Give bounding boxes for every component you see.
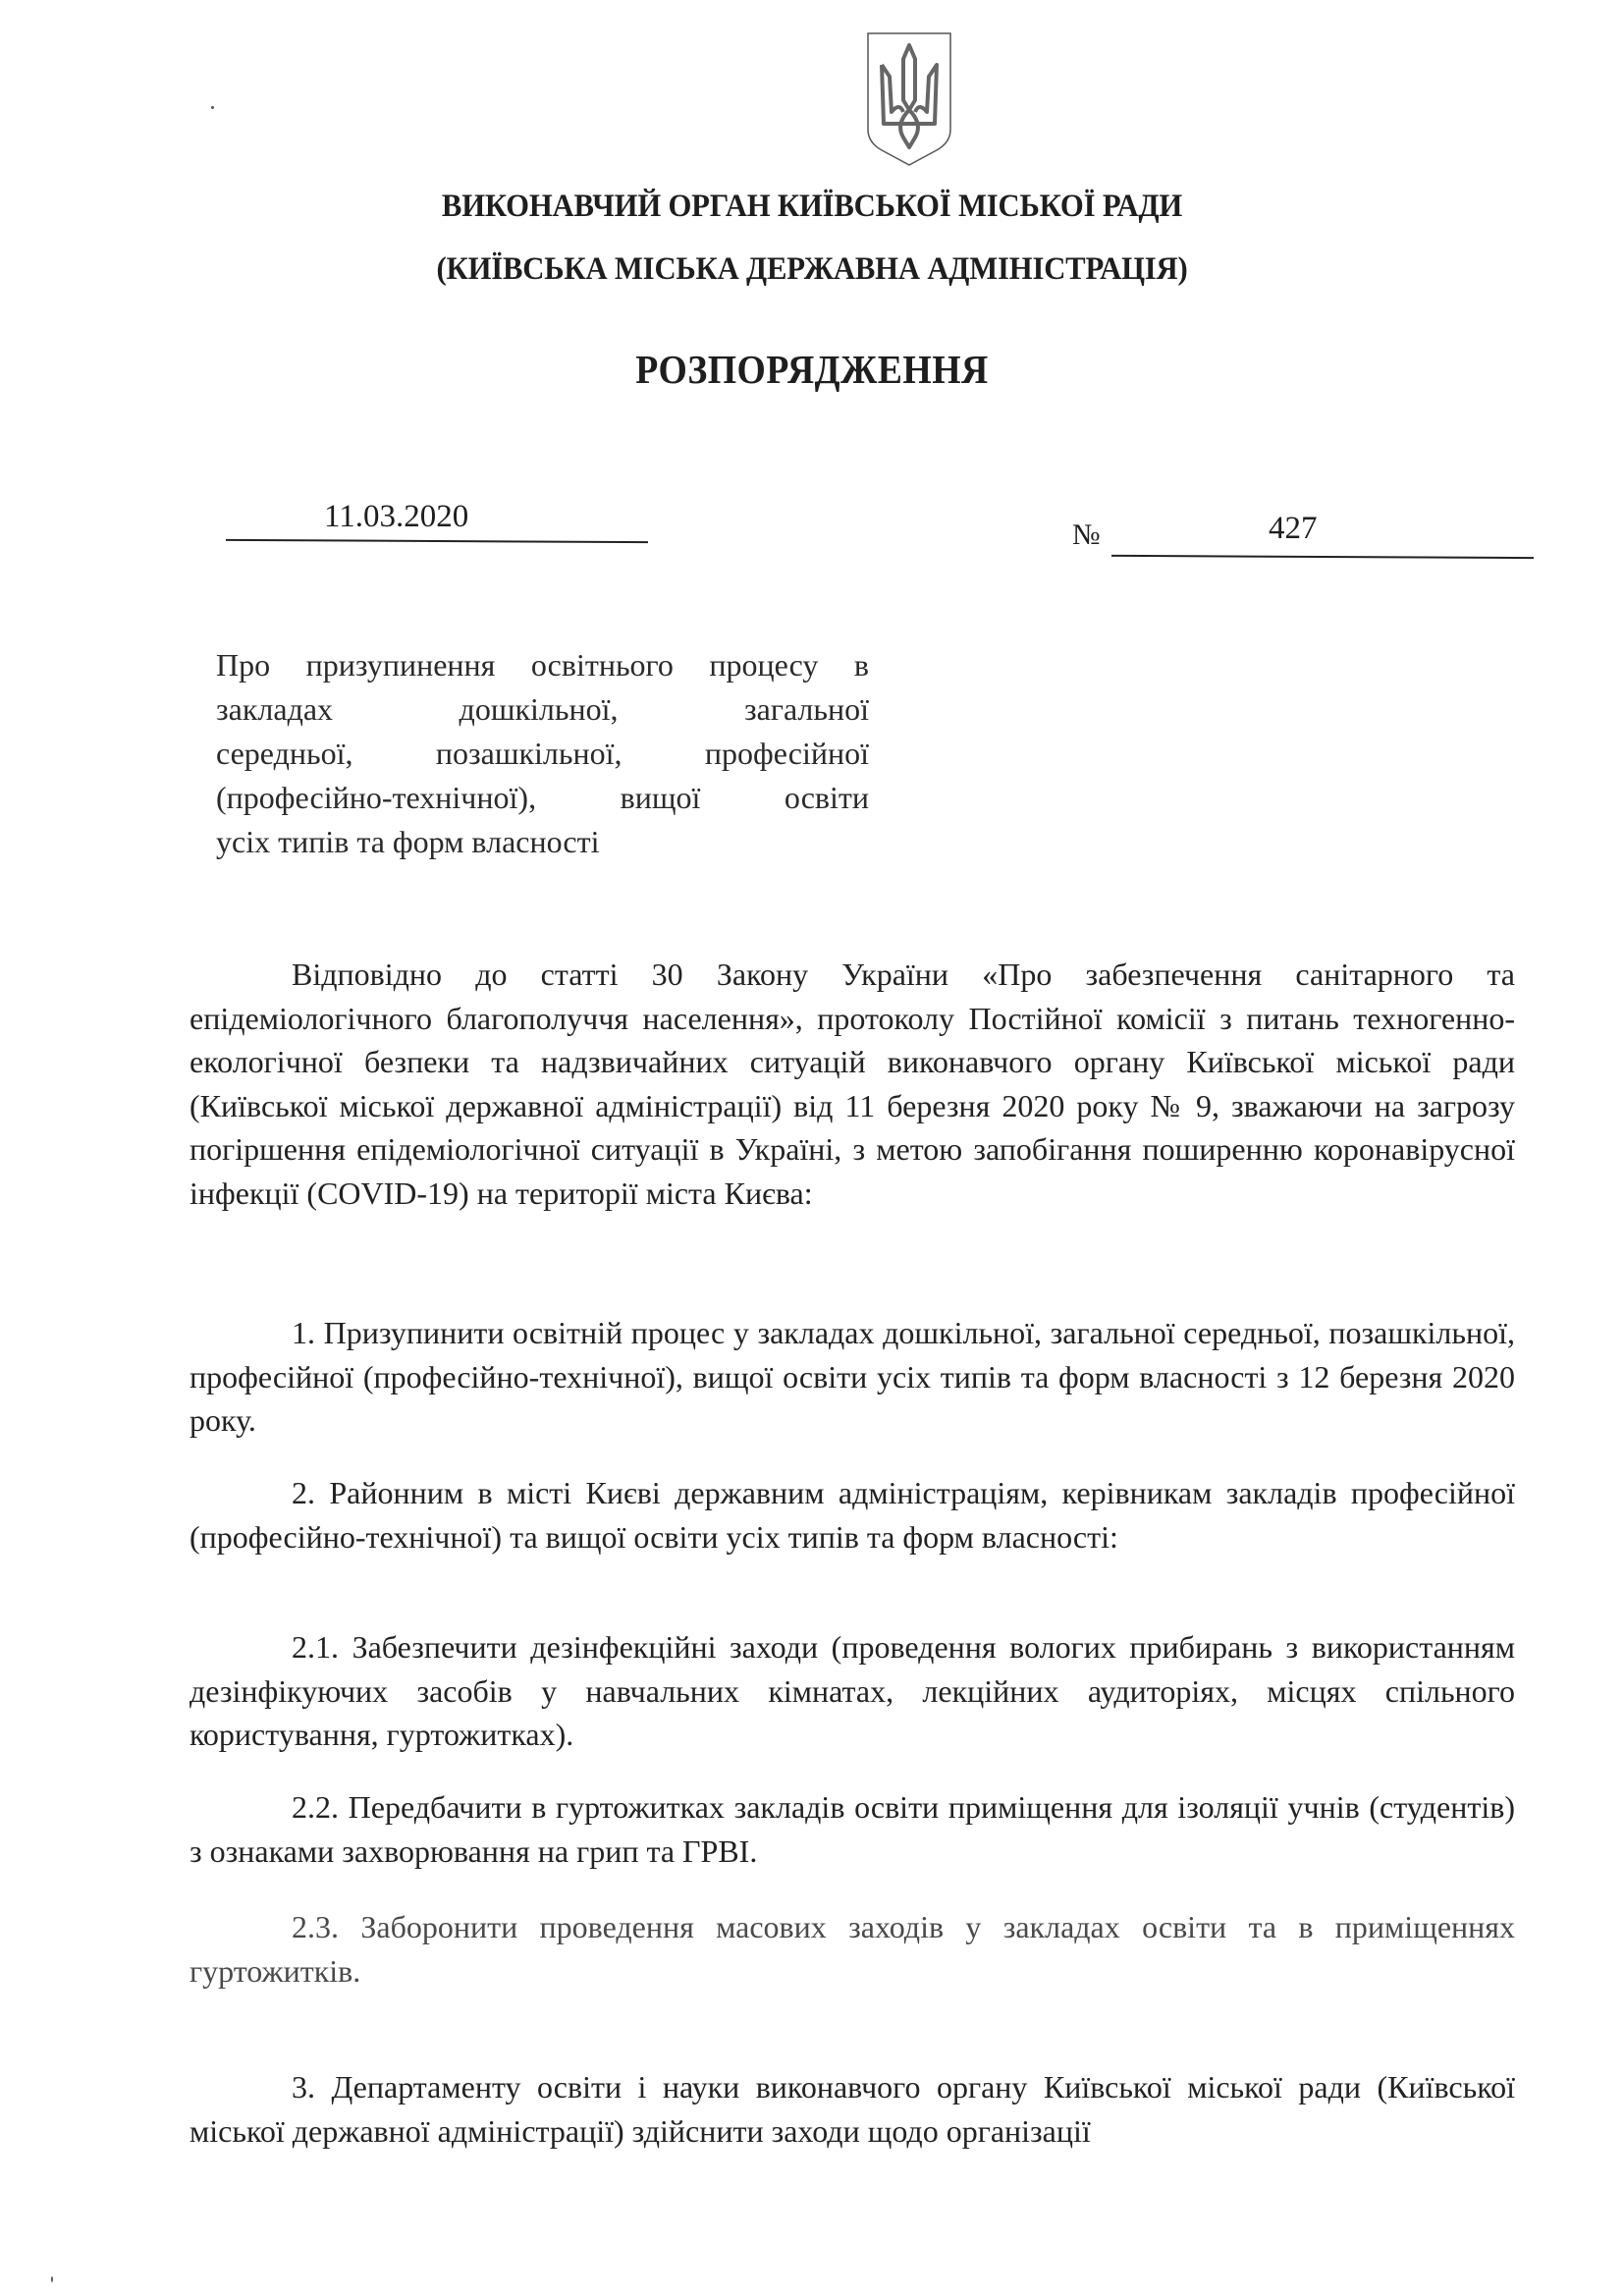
item-number: 1. — [292, 1315, 315, 1350]
date-underline — [226, 539, 648, 543]
item-text: Заборонити проведення масових заходів у закладах освіти та в приміщеннях гуртожитків. — [189, 1909, 1516, 1989]
document-type-title: РОЗПОРЯДЖЕННЯ — [635, 347, 989, 392]
item-text: Призупинити освітній процес у закладах дошкільної, загальної середньої, позашкільної, професійної (професійно-технічної), вищої освіти усіх типів та форм власності з 12 березня 2020 року. — [189, 1315, 1516, 1438]
subject-line: закладах дошкільної, загальної — [216, 691, 869, 727]
document-number: 427 — [1269, 511, 1318, 546]
item-number: 2.3. — [292, 1909, 339, 1944]
item-2-1 — [189, 1625, 1515, 1757]
document-subject — [216, 643, 869, 864]
date-field — [226, 499, 648, 548]
item-text: Передбачити в гуртожитках закладів освіти приміщення для ізоляції учнів (студентів) з ознаками захворювання на грип та ГРВІ. — [189, 1789, 1516, 1869]
item-3 — [189, 2065, 1515, 2153]
item-text: Департаменту освіти і науки виконавчого органу Київської міської ради (Київської міської державної адміністрації) здійснити заходи щодо організації — [189, 2069, 1515, 2149]
document-date: 11.03.2020 — [324, 499, 469, 534]
subject-line: Про призупинення освітнього процесу в — [216, 647, 869, 683]
item-1 — [189, 1311, 1515, 1443]
item-text: Забезпечити дезінфекційні заходи (проведення вологих прибирань з використанням дезінфікуючих засобів у навчальних кімнатах, лекційних аудиторіях, місцях спільного користування, гуртожитках). — [189, 1629, 1516, 1752]
scan-speck — [51, 2276, 53, 2282]
number-sign: № — [1072, 519, 1101, 551]
number-field — [1072, 511, 1534, 560]
subject-line: середньої, позашкільної, професійної — [216, 736, 869, 771]
scan-speck — [211, 106, 214, 109]
item-2 — [189, 1471, 1515, 1558]
item-number: 2.2. — [292, 1789, 339, 1825]
item-number: 3. — [292, 2069, 315, 2105]
item-2-3 — [189, 1905, 1515, 1993]
authority-name: ВИКОНАВЧИЙ ОРГАН КИЇВСЬКОЇ МІСЬКОЇ РАДИ — [441, 189, 1183, 224]
subject-line: (професійно-технічної), вищої освіти — [216, 780, 869, 815]
subject-line: усіх типів та форм власності — [216, 824, 600, 859]
number-underline — [1111, 555, 1534, 559]
preamble-paragraph: Відповідно до статті 30 Закону України «Про забезпечення санітарного та епідеміологічного благополуччя населення», протоколу Постійної комісії з питань техногенно-екологічної безпеки та надзвичайних ситуацій виконавчого органу Київської міської ради (Київської міської державної адміністрації) від 11 березня 2020 року № 9, зважаючи на загрозу погіршення епідеміологічної ситуації в Україні, з метою запобігання поширенню коронавірусної інфекції (COVID-19) на території міста Києва: — [189, 957, 1515, 1211]
item-2-2 — [189, 1785, 1515, 1873]
item-number: 2.1. — [292, 1629, 339, 1665]
item-text: Районним в місті Києві державним адміністраціям, керівникам закладів професійної (професійно-технічної) та вищої освіти усіх типів та форм власності: — [189, 1475, 1516, 1555]
coat-of-arms-icon — [860, 29, 958, 167]
item-number: 2. — [292, 1475, 315, 1510]
authority-subname: (КИЇВСЬКА МІСЬКА ДЕРЖАВНА АДМІНІСТРАЦІЯ) — [436, 251, 1188, 287]
